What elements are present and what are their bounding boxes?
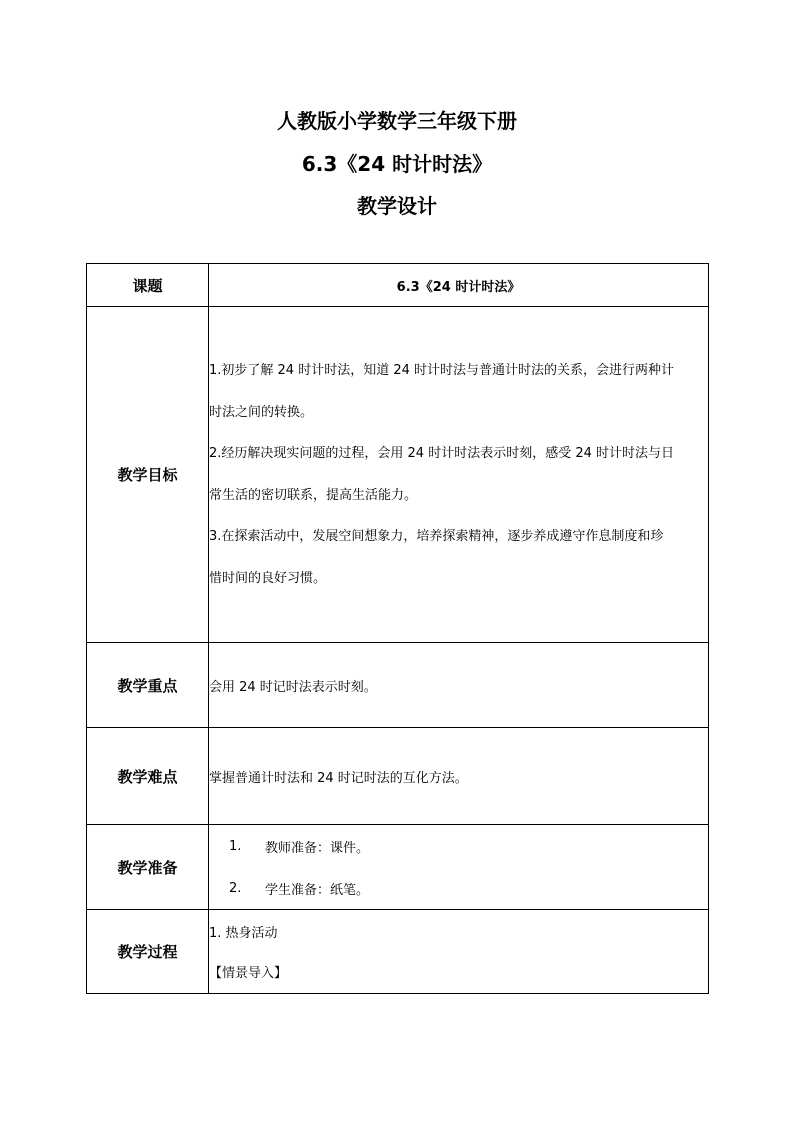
- difficulty-row: [87, 728, 709, 825]
- process-line: 【情景导入】: [209, 966, 288, 981]
- list-text: 学生准备：纸笔。: [265, 882, 370, 898]
- process-line: 1. 热身活动: [209, 926, 278, 941]
- list-item: [209, 825, 708, 867]
- document-subtitle: 教学设计: [357, 194, 437, 218]
- lesson-plan-table: [86, 263, 709, 994]
- document-title: 人教版小学数学三年级下册: [277, 109, 517, 133]
- goal-line: 惜时间的良好习惯。: [209, 570, 327, 586]
- goals-row: [87, 307, 709, 643]
- topic-value: 6.3《24 时计时法》: [209, 264, 709, 307]
- preparation-row: [87, 825, 709, 910]
- difficulty-label: 教学难点: [87, 728, 209, 825]
- lesson-title: 6.3《24 时计时法》: [301, 152, 493, 176]
- process-label: 教学过程: [87, 910, 209, 994]
- goals-content: [209, 307, 709, 643]
- goal-line: 常生活的密切联系，提高生活能力。: [209, 487, 418, 503]
- list-number: 2.: [229, 880, 242, 896]
- preparation-content: [209, 825, 709, 910]
- goal-line: 时法之间的转换。: [209, 404, 314, 420]
- list-number: 1.: [229, 838, 242, 854]
- goal-line: 2.经历解决现实问题的过程，会用 24 时计时法表示时刻，感受 24 时计时法与日: [209, 446, 675, 461]
- process-row: [87, 910, 709, 994]
- list-text: 教师准备：课件。: [265, 840, 370, 856]
- process-content: [209, 910, 709, 994]
- topic-row: [87, 264, 709, 307]
- key-point-value: 会用 24 时记时法表示时刻。: [209, 643, 709, 728]
- topic-label: 课题: [87, 264, 209, 307]
- key-point-row: [87, 643, 709, 728]
- goal-line: 1.初步了解 24 时计时法，知道 24 时计时法与普通计时法的关系，会进行两种计: [209, 363, 675, 378]
- key-point-label: 教学重点: [87, 643, 209, 728]
- difficulty-value: 掌握普通计时法和 24 时记时法的互化方法。: [209, 728, 709, 825]
- preparation-label: 教学准备: [87, 825, 209, 910]
- goal-line: 3.在探索活动中，发展空间想象力，培养探索精神，逐步养成遵守作息制度和珍: [209, 529, 664, 544]
- goals-label: 教学目标: [87, 307, 209, 643]
- list-item: [209, 867, 708, 909]
